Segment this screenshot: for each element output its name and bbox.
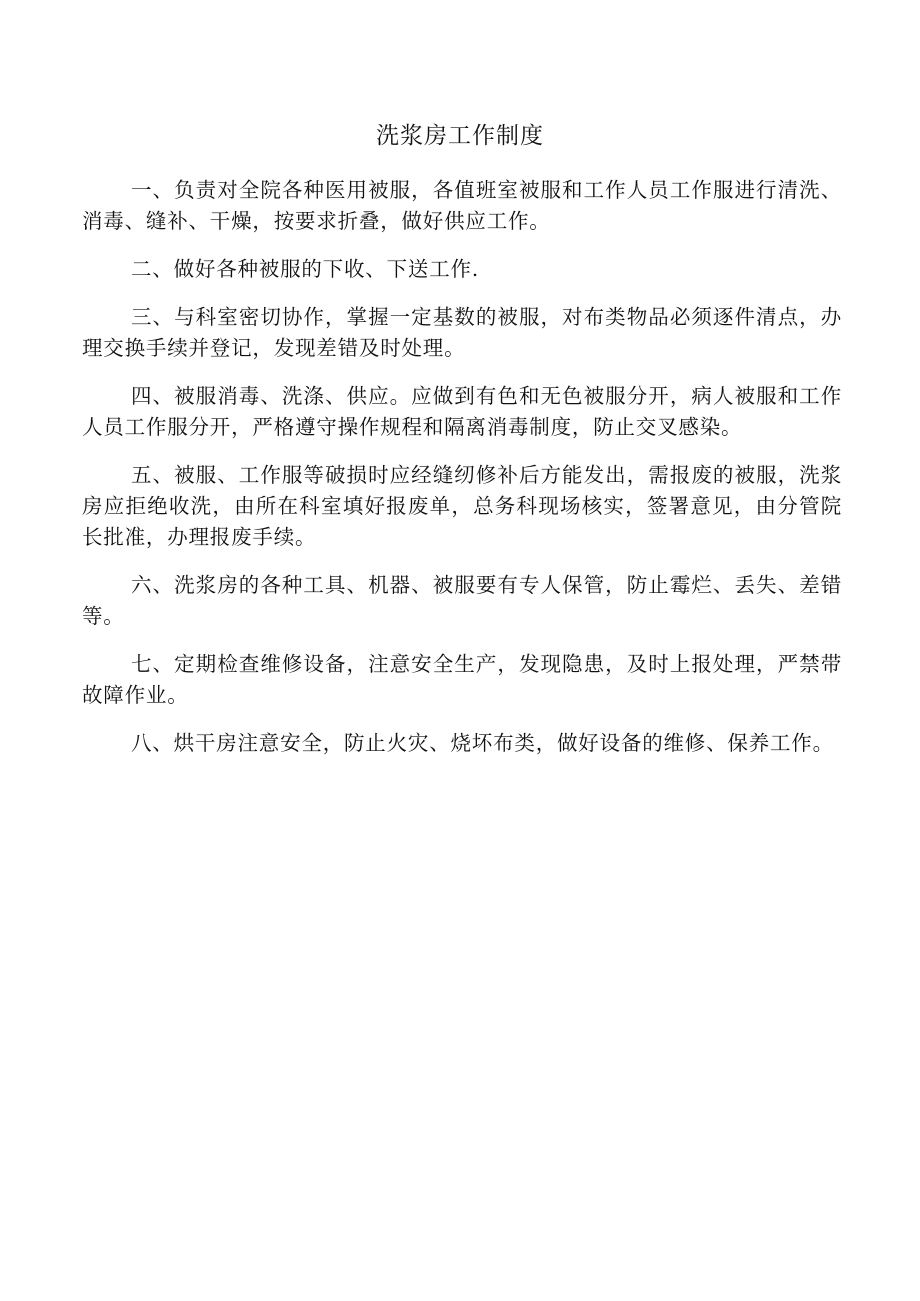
document-body [82,175,842,776]
paragraph-3: 三、与科室密切协作，掌握一定基数的被服，对布类物品必须逐件清点，办理交换手续并登记，发现差错及时处理。 [82,305,842,360]
paragraph-4: 四、被服消毒、洗涤、供应。应做到有色和无色被服分开，病人被服和工作人员工作服分开，严格遵守操作规程和隔离消毒制度，防止交叉感染。 [82,384,842,439]
paragraph-1: 一、负责对全院各种医用被服，各值班室被服和工作人员工作服进行清洗、消毒、缝补、干燥，按要求折叠，做好供应工作。 [82,178,842,233]
document-title: 洗浆房工作制度 [376,123,544,149]
paragraph-6: 六、洗浆房的各种工具、机器、被服要有专人保管，防止霉烂、丢失、差错等。 [82,573,842,628]
paragraph-2: 二、做好各种被服的下收、下送工作. [131,257,480,281]
paragraph-7: 七、定期检查维修设备，注意安全生产，发现隐患，及时上报处理，严禁带故障作业。 [82,652,842,707]
paragraph-5: 五、被服、工作服等破损时应经缝纫修补后方能发出，需报废的被服，洗浆房应拒绝收洗，由所在科室填好报废单，总务科现场核实，签署意见，由分管院长批准，办理报废手续。 [82,463,842,549]
paragraph-8: 八、烘干房注意安全，防止火灾、烧坏布类，做好设备的维修、保养工作。 [131,731,834,755]
